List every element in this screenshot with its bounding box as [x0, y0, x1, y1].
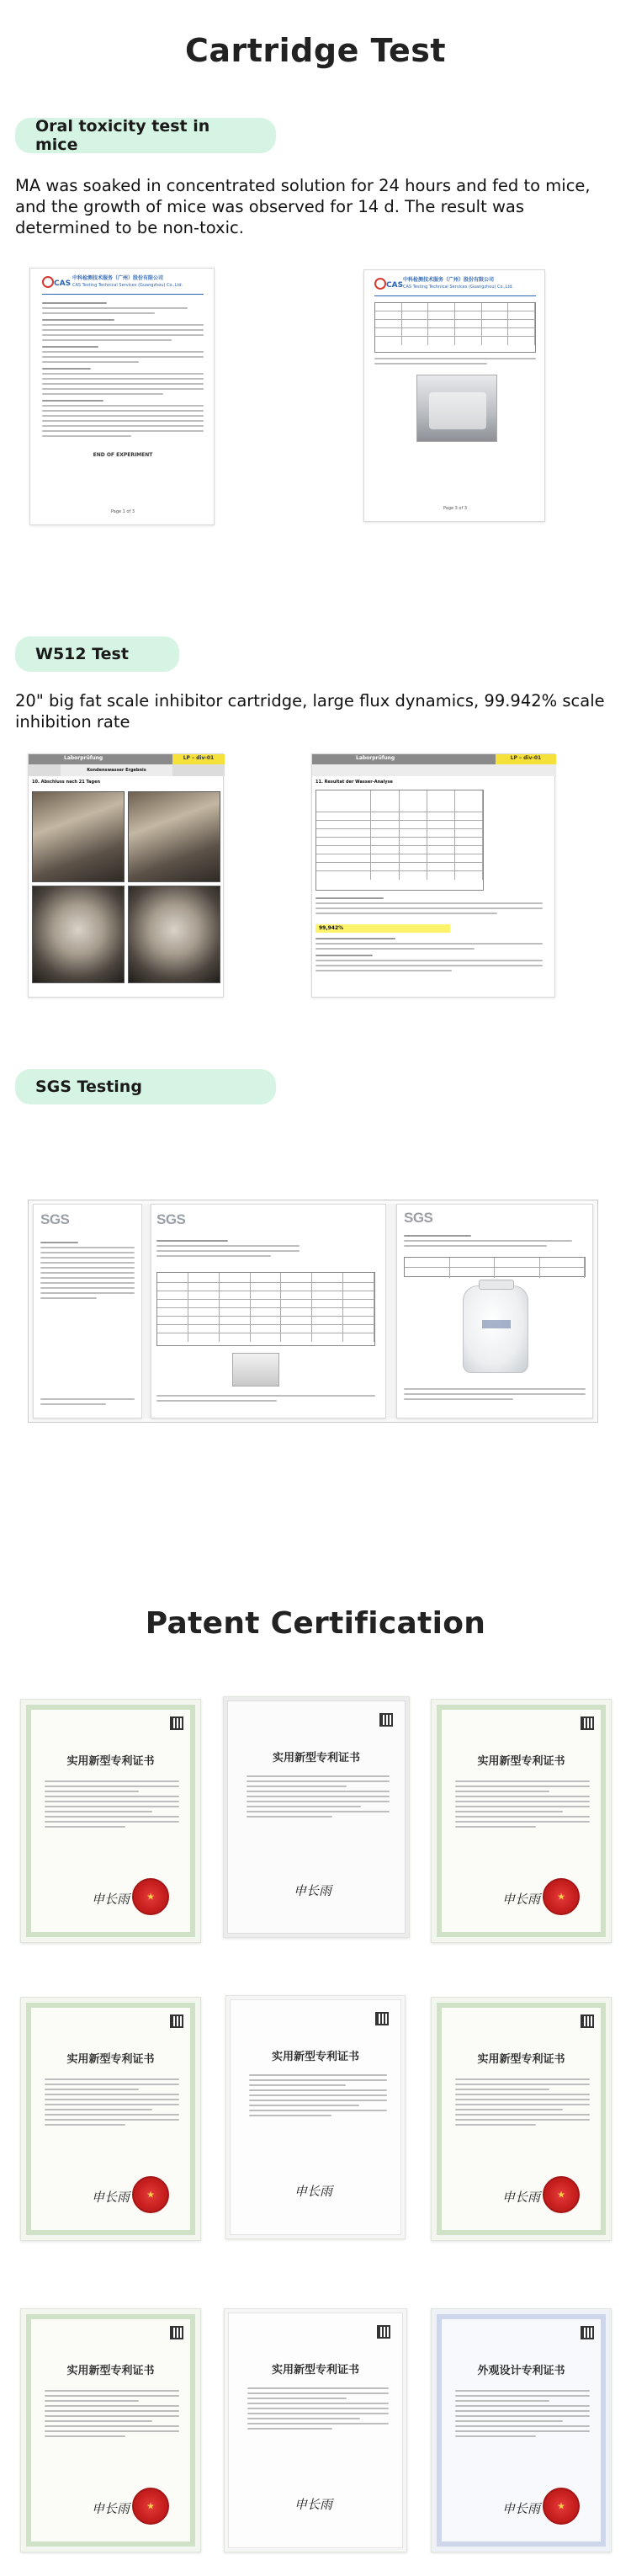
- svg-text:CAS: CAS: [54, 279, 72, 288]
- cartridge-photo-1: [32, 791, 125, 882]
- cert-body: [249, 2074, 387, 2120]
- oral-report-org-en: CAS Testing Technical Services (Guangzhou) Co.,Ltd.: [403, 285, 514, 290]
- cert-title: 实用新型专利证书: [477, 1755, 565, 1768]
- cert-title: 实用新型专利证书: [66, 2053, 155, 2066]
- cert-title: 实用新型专利证书: [66, 1755, 155, 1768]
- cert-title: 外观设计专利证书: [477, 2365, 565, 2377]
- oral-toxicity-heading-text: Oral toxicity test in mice: [35, 117, 210, 154]
- director-signature: 申长雨: [502, 2501, 541, 2516]
- analysis-conclusion: [316, 938, 543, 975]
- sgs-page-1-body: [40, 1242, 135, 1302]
- director-signature: 申长雨: [502, 2190, 541, 2205]
- official-seal-icon: ★: [132, 2488, 169, 2525]
- oral-report-page-3: [363, 269, 545, 522]
- patent-cert-9: [431, 2308, 612, 2552]
- qr-code-icon: [377, 2325, 390, 2339]
- cert-body: [247, 1775, 390, 1821]
- analysis-notes: [316, 897, 543, 918]
- patent-cert-1: [20, 1699, 201, 1943]
- qr-code-icon: [375, 2012, 389, 2025]
- report-subheader-title: Kondenswasser Ergebnis: [61, 764, 172, 776]
- scale-inhibition-value: 99,942%: [319, 925, 344, 931]
- qr-code-icon: [581, 2014, 594, 2028]
- sgs-heading-text: SGS Testing: [35, 1078, 142, 1096]
- director-signature: 申长雨: [502, 1892, 541, 1907]
- water-analysis-table: [316, 790, 484, 891]
- director-signature: 申长雨: [92, 2190, 130, 2205]
- oral-result-notes: [374, 358, 536, 368]
- director-signature: 申长雨: [92, 2501, 130, 2516]
- report-header-col1: Laborprüfung: [61, 754, 172, 764]
- official-seal-icon: ★: [132, 1878, 169, 1915]
- qr-code-icon: [379, 1713, 393, 1727]
- w512-heading: [15, 636, 179, 672]
- patent-title: Patent Certification: [145, 1606, 486, 1641]
- cert-title: 实用新型专利证书: [271, 2364, 359, 2376]
- cas-logo-icon: [42, 275, 72, 289]
- official-seal-icon: ★: [543, 2488, 580, 2525]
- official-seal-icon: ★: [132, 2176, 169, 2213]
- w512-heading-text: W512 Test: [35, 645, 129, 663]
- patent-cert-3: [431, 1699, 612, 1943]
- report-section-title: 11. Resultat der Wasser-Analyse: [316, 780, 393, 785]
- qr-code-icon: [170, 1716, 183, 1730]
- scale-inhibition-highlight: [316, 924, 450, 933]
- official-seal-icon: ★: [543, 2176, 580, 2213]
- oral-report-page-1: [29, 268, 215, 525]
- svg-text:CAS: CAS: [386, 281, 404, 290]
- cert-body: [45, 1780, 179, 1831]
- header-divider: [42, 294, 204, 295]
- sgs-report-page-2: [151, 1204, 386, 1418]
- cert-title: 实用新型专利证书: [66, 2365, 155, 2377]
- report-header-col2: LP – div-01: [172, 754, 225, 764]
- cert-title: 实用新型专利证书: [271, 2051, 359, 2063]
- report-header-bar: [29, 754, 225, 764]
- cartridge-photo-4: [128, 886, 220, 983]
- sgs-page-2-header-lines: [156, 1240, 300, 1260]
- sgs-logo: SGS: [156, 1211, 186, 1227]
- oral-result-table: [374, 302, 536, 353]
- w512-photo-report: [28, 753, 224, 998]
- patent-cert-5: [225, 1995, 406, 2239]
- sgs-report-page-3: [396, 1204, 593, 1418]
- cert-body: [455, 2078, 590, 2129]
- qr-code-icon: [170, 2014, 183, 2028]
- report-header-col1: Laborprüfung: [353, 754, 496, 764]
- cert-title: 实用新型专利证书: [272, 1752, 360, 1764]
- w512-analysis-report: [311, 753, 555, 998]
- sgs-sample-photo: [232, 1353, 279, 1386]
- report-header-col2: LP – div-01: [496, 754, 556, 764]
- oral-report-org-en: CAS Testing Technical Services (Guangzhou) Co.,Ltd.: [72, 283, 183, 288]
- oral-report-body: [42, 302, 204, 440]
- sgs-logo: SGS: [40, 1211, 70, 1227]
- patent-cert-6: [431, 1997, 612, 2241]
- sgs-report-page-1: [33, 1204, 142, 1418]
- oral-report-org: 中科检测技术服务（广州）股份有限公司: [72, 275, 164, 281]
- oral-toxicity-heading: [15, 118, 276, 153]
- patent-cert-7: [20, 2308, 201, 2552]
- report-section-title: 10. Abschluss nach 21 Tagen: [32, 780, 101, 785]
- cert-body: [247, 2387, 389, 2433]
- oral-report-page-number: Page 1 of 3: [110, 509, 135, 514]
- oral-report-page-number: Page 3 of 3: [443, 506, 468, 511]
- cert-body: [45, 2390, 179, 2440]
- director-signature: 申长雨: [294, 2184, 333, 2199]
- oral-report-end-text: END OF EXPERIMENT: [93, 452, 153, 458]
- w512-description: 20" big fat scale inhibitor cartridge, large flux dynamics, 99.942% scale inhibition rate: [15, 691, 605, 732]
- patent-cert-8: [224, 2308, 407, 2552]
- oral-toxicity-description: MA was soaked in concentrated solution for 24 hours and fed to mice, and the growth of mice was observed for 14 d. The result was determined to be non-toxic.: [15, 176, 591, 237]
- official-seal-icon: ★: [543, 1878, 580, 1915]
- cert-body: [45, 2078, 179, 2129]
- cert-title: 实用新型专利证书: [477, 2053, 565, 2066]
- patent-cert-2: [223, 1696, 410, 1938]
- cartridge-photo-2: [128, 791, 220, 882]
- sgs-logo: SGS: [404, 1210, 433, 1226]
- qr-code-icon: [170, 2326, 183, 2339]
- sgs-page-3-header-lines: [404, 1235, 572, 1250]
- header-divider: [374, 295, 536, 296]
- director-signature: 申长雨: [294, 1883, 332, 1898]
- sgs-report-panel: [28, 1200, 598, 1423]
- director-signature: 申长雨: [92, 1892, 130, 1907]
- report-header-bar: [312, 754, 556, 764]
- sgs-heading: [15, 1069, 276, 1104]
- sample-bottle-photo: [463, 1285, 528, 1373]
- report-subheader: [29, 764, 225, 776]
- oral-report-org: 中科检测技术服务（广州）股份有限公司: [403, 277, 495, 283]
- qr-code-icon: [581, 2326, 594, 2339]
- qr-code-icon: [581, 1716, 594, 1730]
- page-title: Cartridge Test: [184, 32, 447, 69]
- sample-photo: [416, 375, 497, 442]
- cert-body: [455, 2390, 590, 2440]
- sgs-result-table: [156, 1272, 375, 1346]
- patent-cert-4: [20, 1997, 201, 2241]
- cas-logo-icon: [374, 277, 404, 290]
- cartridge-photo-3: [32, 886, 125, 983]
- cert-body: [455, 1780, 590, 1831]
- report-subheader: [312, 764, 556, 776]
- sgs-sample-table: [404, 1257, 586, 1277]
- director-signature: 申长雨: [294, 2497, 333, 2512]
